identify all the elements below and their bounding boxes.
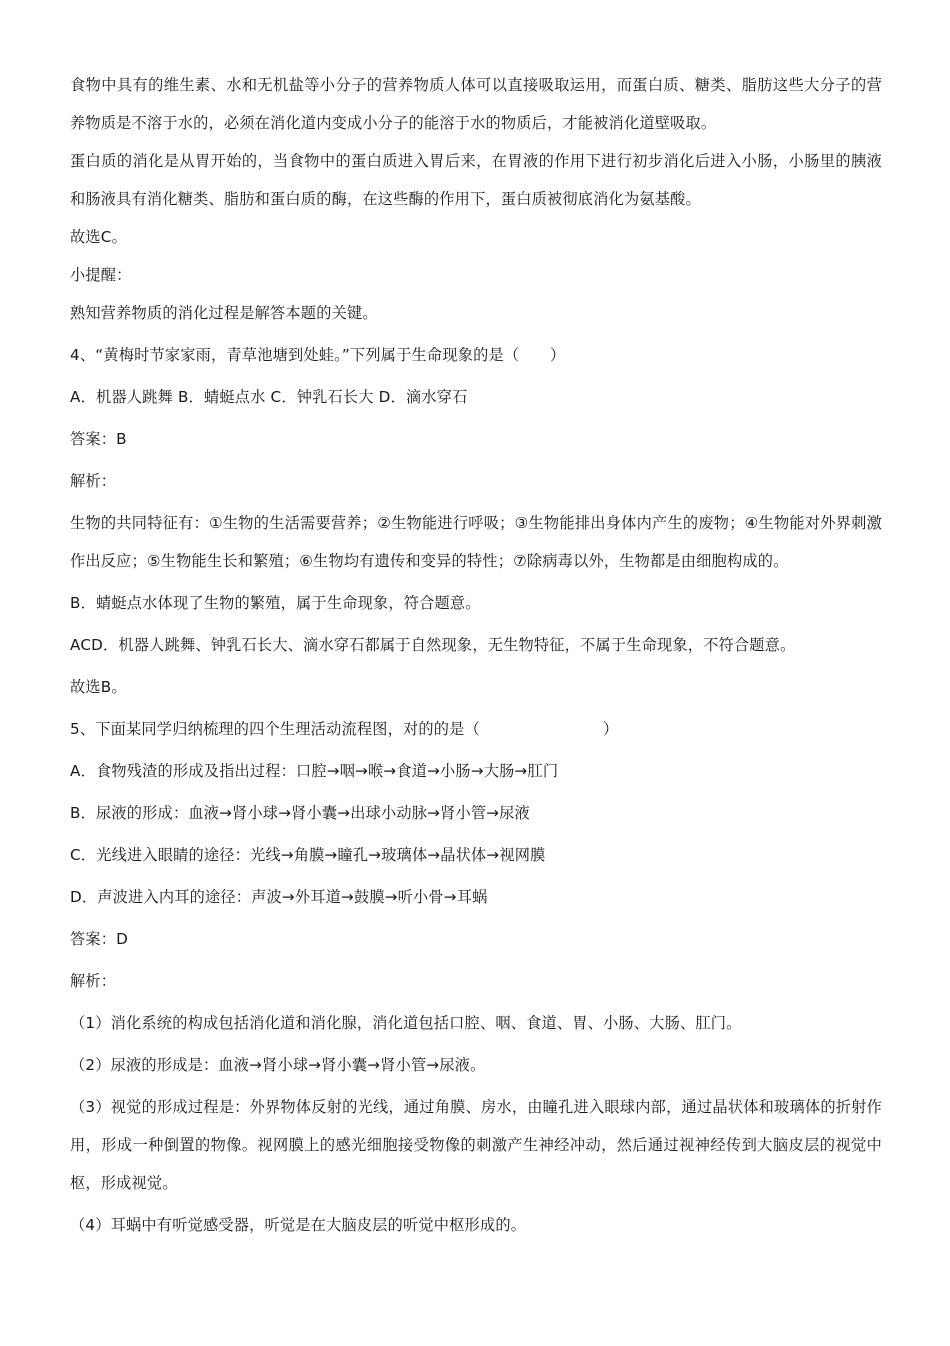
question-4-analysis-label: 解析： xyxy=(70,472,117,490)
question-5-analysis-4: （4）耳蜗中有听觉感受器，听觉是在大脑皮层的听觉中枢形成的。 xyxy=(70,1216,527,1234)
question-4-choice: 故选B。 xyxy=(70,678,127,696)
question-5-option-d: D．声波进入内耳的途径：声波→外耳道→鼓膜→听小骨→耳蜗 xyxy=(70,888,488,906)
question-4-analysis-3: ACD．机器人跳舞、钟乳石长大、滴水穿石都属于自然现象，无生物特征，不属于生命现象，不符合题意。 xyxy=(70,636,796,654)
question-5-analysis-3: （3）视觉的形成过程是：外界物体反射的光线，通过角膜、房水，由瞳孔进入眼球内部，通过晶状体和玻璃体的折射作用，形成一种倒置的物像。视网膜上的感光细胞接受物像的刺激产生神经冲动，然后通过视神经传到大脑皮层的视觉中枢，形成视觉。 xyxy=(70,1098,882,1192)
question-4-options: A．机器人跳舞 B．蜻蜓点水 C．钟乳石长大 D．滴水穿石 xyxy=(70,388,468,406)
question-4: 4、“黄梅时节家家雨，青草池塘到处蛙。”下列属于生命现象的是（ ） xyxy=(70,346,566,364)
question-4-analysis-2: B．蜻蜓点水体现了生物的繁殖，属于生命现象，符合题意。 xyxy=(70,594,481,612)
document-page xyxy=(70,66,882,1244)
question-4-answer: 答案：B xyxy=(70,430,127,448)
paragraph-protein-digestion: 蛋白质的消化是从胃开始的，当食物中的蛋白质进入胃后来，在胃液的作用下进行初步消化后进入小肠，小肠里的胰液和肠液具有消化糖类、脂肪和蛋白质的酶，在这些酶的作用下，蛋白质被彻底消化为氨基酸。 xyxy=(70,152,882,208)
question-5-option-b: B．尿液的形成：血液→肾小球→肾小囊→出球小动脉→肾小管→尿液 xyxy=(70,804,530,822)
question-5-analysis-2: （2）尿液的形成是：血液→肾小球→肾小囊→肾小管→尿液。 xyxy=(70,1056,486,1074)
question-5-analysis-1: （1）消化系统的构成包括消化道和消化腺，消化道包括口腔、咽、食道、胃、小肠、大肠、肛门。 xyxy=(70,1014,742,1032)
question-5: 5、下面某同学归纳梳理的四个生理活动流程图，对的的是（ ） xyxy=(70,720,619,738)
question-5-analysis-label: 解析： xyxy=(70,972,117,990)
answer-choice-q3: 故选C。 xyxy=(70,228,127,246)
tip-text: 熟知营养物质的消化过程是解答本题的关键。 xyxy=(70,304,378,322)
tip-label: 小提醒： xyxy=(70,266,132,284)
question-5-option-a: A．食物残渣的形成及指出过程：口腔→咽→喉→食道→小肠→大肠→肛门 xyxy=(70,762,559,780)
question-4-analysis-1: 生物的共同特征有：①生物的生活需要营养；②生物能进行呼吸；③生物能排出身体内产生的废物；④生物能对外界刺激作出反应；⑤生物能生长和繁殖；⑥生物均有遗传和变异的特性；⑦除病毒以外，生物都是由细胞构成的。 xyxy=(70,514,882,570)
question-5-option-c: C．光线进入眼睛的途径：光线→角膜→瞳孔→玻璃体→晶状体→视网膜 xyxy=(70,846,546,864)
paragraph-nutrient-absorption: 食物中具有的维生素、水和无机盐等小分子的营养物质人体可以直接吸取运用，而蛋白质、糖类、脂肪这些大分子的营养物质是不溶于水的，必须在消化道内变成小分子的能溶于水的物质后，才能被消化道壁吸取。 xyxy=(70,76,882,132)
question-5-answer: 答案：D xyxy=(70,930,129,948)
